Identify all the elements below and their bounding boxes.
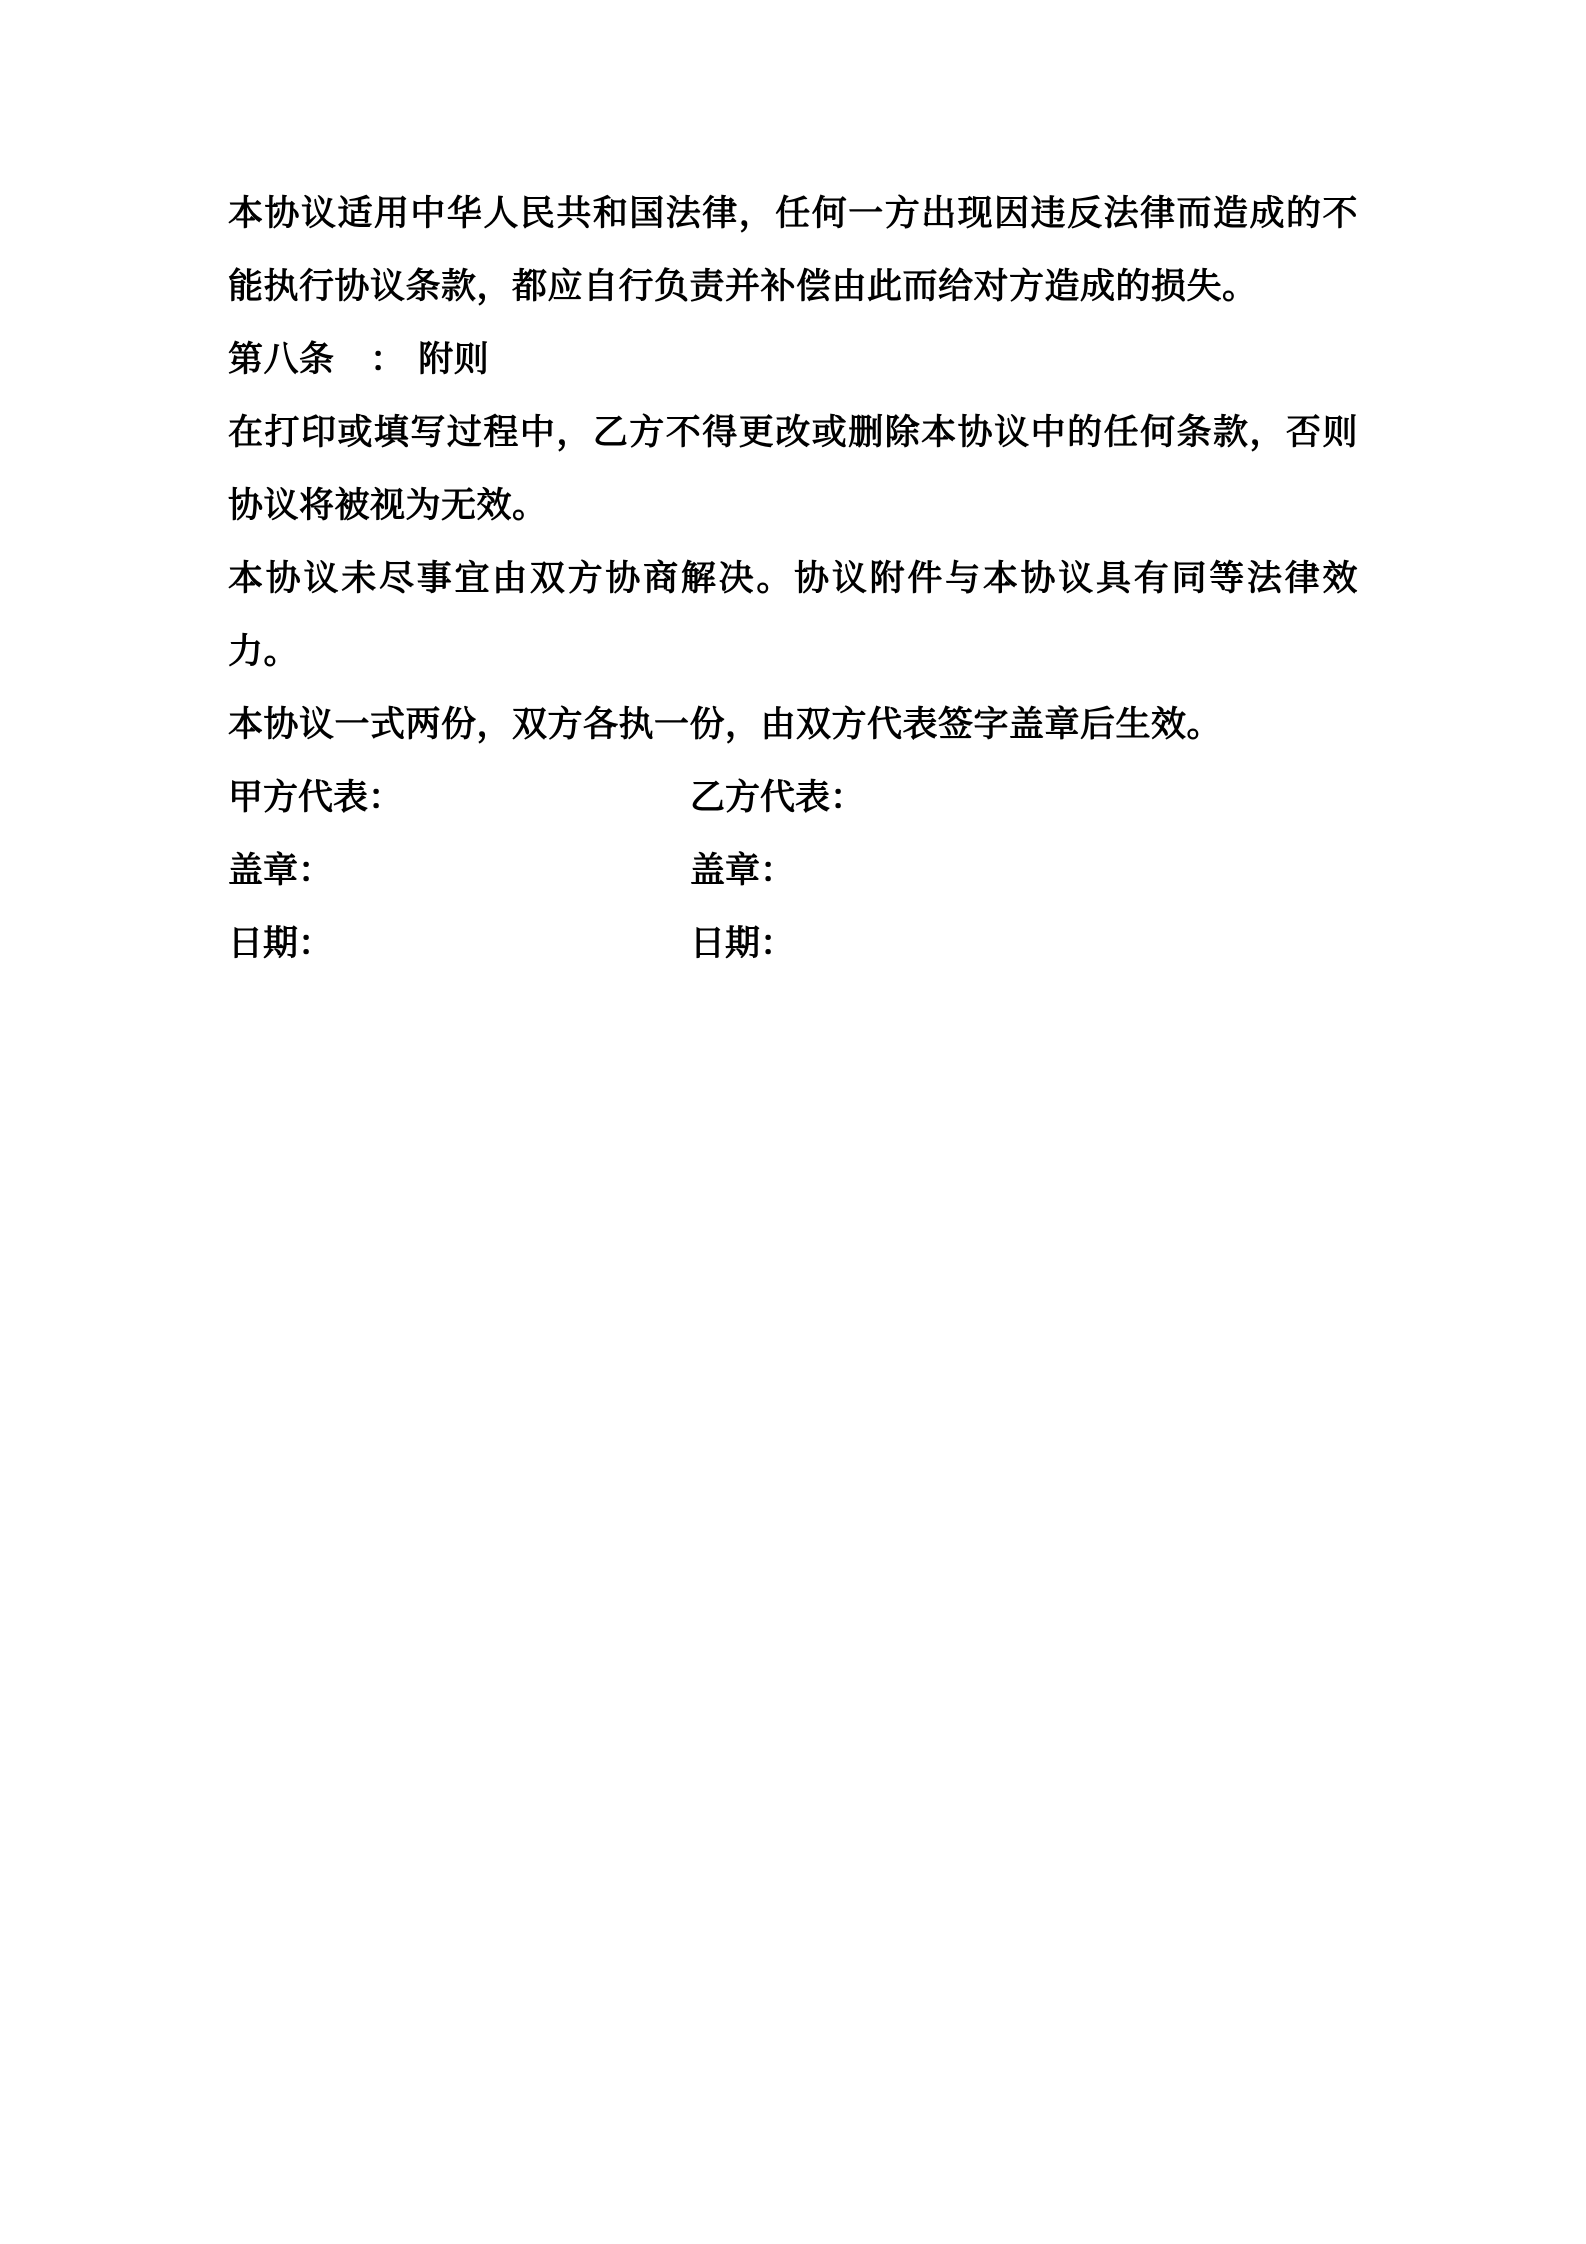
party-a-date-label: 日期： xyxy=(228,924,334,964)
paragraph-law-application: 本协议适用中华人民共和国法律，任何一方出现因违反法律而造成的不能执行协议条款，都应自行负责并补偿由此而给对方造成的损失。 xyxy=(228,194,1358,307)
party-b-representative-label: 乙方代表： xyxy=(690,778,866,818)
clause-heading xyxy=(228,324,1358,397)
clause-colon: ： xyxy=(370,340,406,380)
paragraph-no-modification: 在打印或填写过程中，乙方不得更改或删除本协议中的任何条款，否则协议将被视为无效。 xyxy=(228,413,1358,526)
signature-row-seal xyxy=(228,835,1358,908)
party-a-representative-label: 甲方代表： xyxy=(228,778,404,818)
paragraph-two-copies: 本协议一式两份，双方各执一份，由双方代表签字盖章后生效。 xyxy=(228,705,1223,745)
party-a-seal-label: 盖章： xyxy=(228,851,334,891)
clause-spacer xyxy=(406,340,419,380)
clause-title: 附则 xyxy=(418,340,490,380)
signature-block xyxy=(228,762,1358,981)
party-b-date-label: 日期： xyxy=(690,924,796,964)
party-b-seal-label: 盖章： xyxy=(690,851,796,891)
signature-row-representative xyxy=(228,762,1358,835)
signature-row-date xyxy=(228,908,1358,981)
document-body xyxy=(228,178,1358,981)
paragraph-unresolved-matters: 本协议未尽事宜由双方协商解决。协议附件与本协议具有同等法律效力。 xyxy=(228,559,1358,672)
clause-number: 第八条 xyxy=(228,340,335,380)
clause-separator xyxy=(335,340,371,380)
